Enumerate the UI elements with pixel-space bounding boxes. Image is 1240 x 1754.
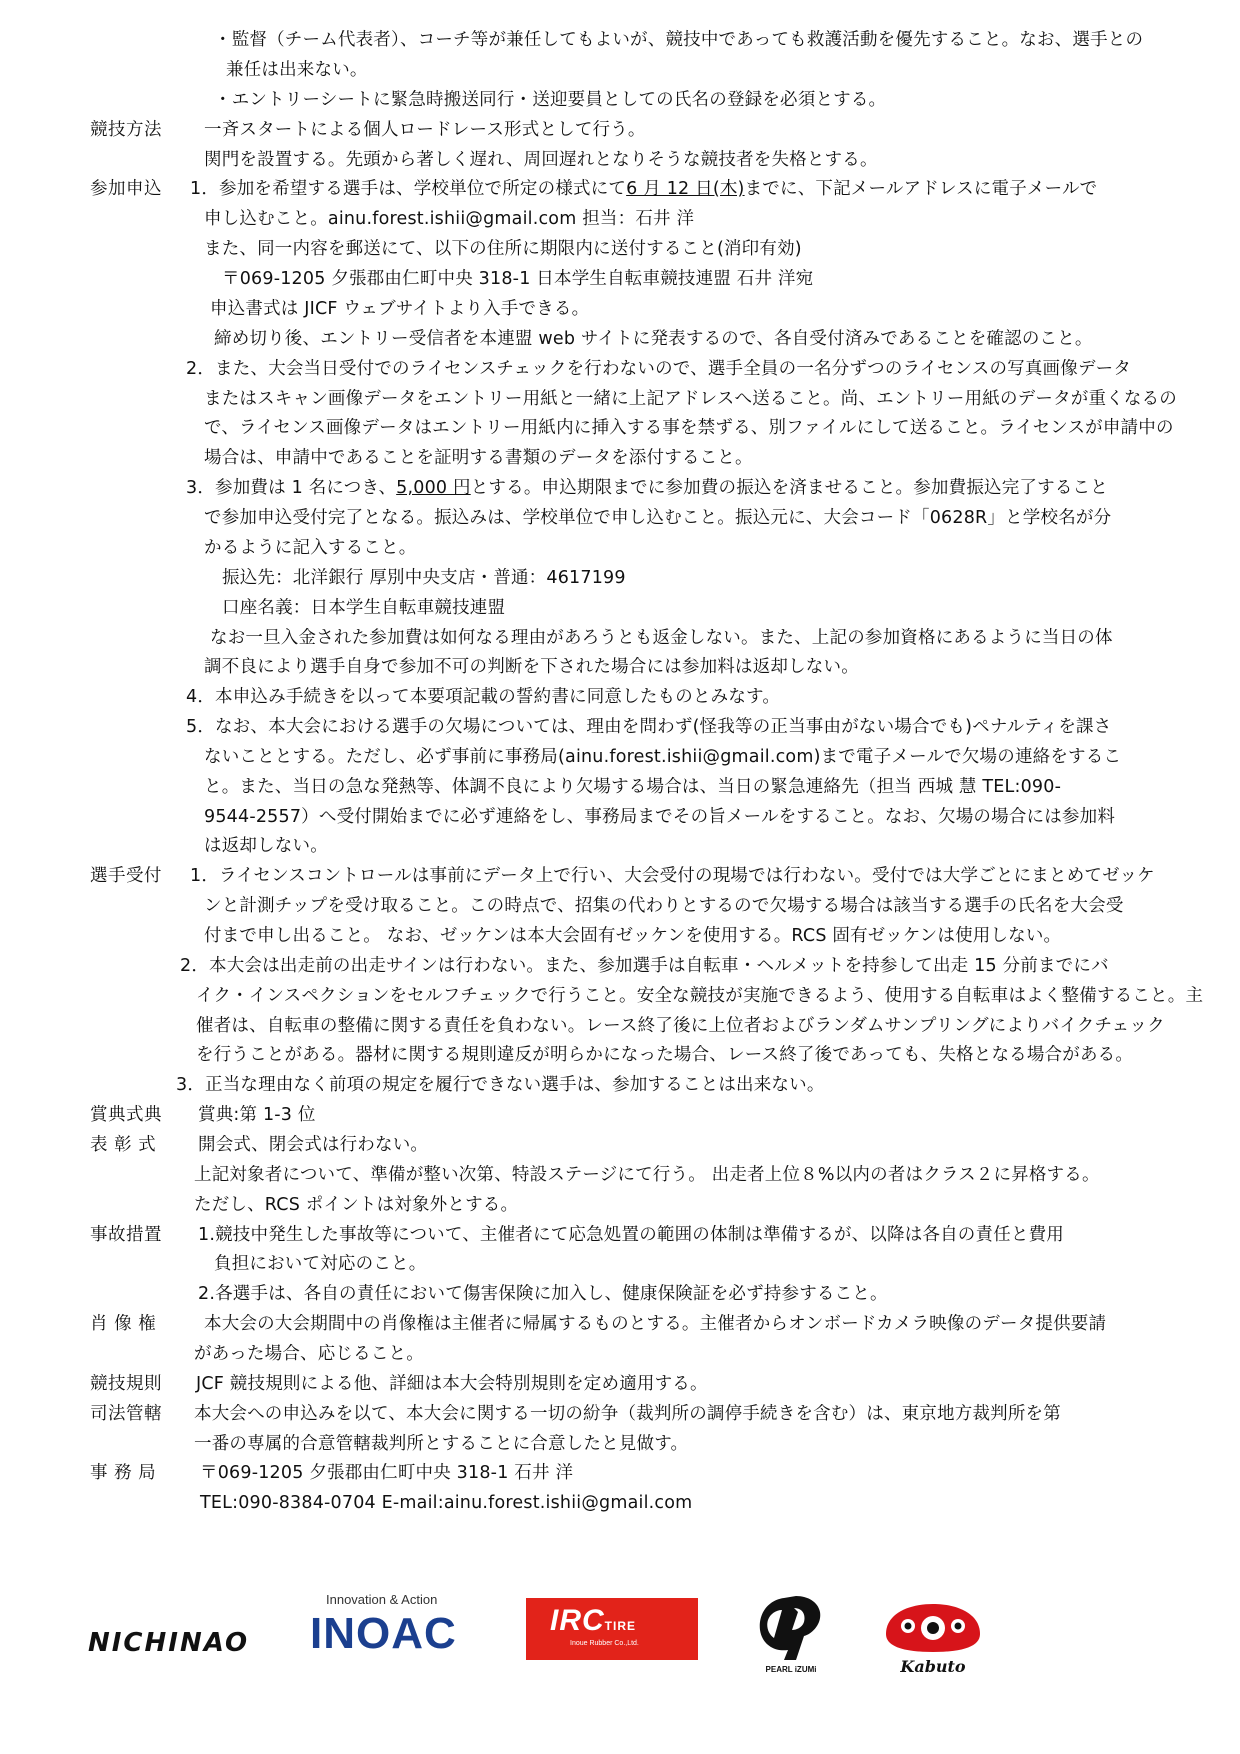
section-label: 事故措置	[90, 1225, 162, 1245]
text-line: 申込書式は JICF ウェブサイトより入手できる。	[210, 299, 590, 319]
text-line: 3．正当な理由なく前項の規定を履行できない選手は、参加することは出来ない。	[176, 1075, 825, 1095]
text-line: 一斉スタートによる個人ロードレース形式として行う。	[204, 120, 646, 140]
section-label: 司法管轄	[90, 1404, 162, 1424]
text-line: 4．本申込み手続きを以って本要項記載の誓約書に同意したものとみなす。	[186, 687, 781, 707]
inoac-tagline: Innovation & Action	[326, 1592, 438, 1607]
text-line: 振込先：北洋銀行 厚別中央支店・普通：4617199	[222, 568, 626, 588]
text-line: 本大会の大会期間中の肖像権は主催者に帰属するものとする。主催者からオンボードカメラ映像のデータ提供要請	[204, 1314, 1107, 1334]
text-line: 5．なお、本大会における選手の欠場については、理由を問わず(怪我等の正当事由がない場合でも)ペナルティを課さ	[186, 717, 1112, 737]
text-line: があった場合、応じること。	[194, 1344, 424, 1364]
section-label: 表 彰 式	[90, 1135, 157, 1155]
inoac-logo	[310, 1610, 482, 1654]
text-line: JCF 競技規則による他、詳細は本大会特別規則を定め適用する。	[196, 1374, 708, 1394]
irc-subtext: Inoue Rubber Co.,Ltd.	[570, 1640, 639, 1647]
section-label: 参加申込	[90, 179, 162, 199]
text-line: 〒069-1205 夕張郡由仁町中央 318-1 石井 洋	[200, 1463, 574, 1483]
text-line: 一番の専属的合意管轄裁判所とすることに合意したと見做す。	[194, 1434, 689, 1454]
text-line: 1．ライセンスコントロールは事前にデータ上で行い、大会受付の現場では行わない。受付では大学ごとにまとめてゼッケ	[190, 866, 1155, 886]
text-line: また、同一内容を郵送にて、以下の住所に期限内に送付すること(消印有効)	[204, 239, 802, 259]
text-line: ないこととする。ただし、必ず事前に事務局(ainu.forest.ishii@gmail.com)まで電子メールで欠場の連絡をするこ	[204, 747, 1122, 767]
text-line: 3．参加費は 1 名につき、5,000 円とする。申込期限までに参加費の振込を済ませること。参加費振込完了すること	[186, 478, 1108, 498]
text-line: 兼任は出来ない。	[226, 60, 368, 80]
inoac-logo-text: INOAC	[310, 1610, 457, 1654]
text-line: 2．また、大会当日受付でのライセンスチェックを行わないので、選手全員の一名分ずつのライセンスの写真画像データ	[186, 359, 1132, 379]
section-label: 選手受付	[90, 866, 162, 886]
irc-tire-logo	[526, 1598, 698, 1660]
nichinao-logo: NICHINAO	[88, 1628, 250, 1658]
text-line: 申し込むこと。ainu.forest.ishii@gmail.com 担当：石井 洋	[204, 209, 695, 229]
text-line: 9544-2557）へ受付開始までに必ず連絡をし、事務局までその旨メールをすること。なお、欠場の場合には参加料	[204, 807, 1116, 827]
text-line: ただし、RCS ポイントは対象外とする。	[194, 1195, 519, 1215]
text-line: かるように記入すること。	[204, 538, 417, 558]
text-line: なお一旦入金された参加費は如何なる理由があろうとも返金しない。また、上記の参加資格にあるように当日の体	[210, 628, 1113, 648]
pearl-izumi-text: PEARL iZUMi	[765, 1665, 817, 1674]
text-line: 1．参加を希望する選手は、学校単位で所定の様式にて6 月 12 日(木)までに、下記メールアドレスに電子メールで	[190, 179, 1098, 199]
text-line: 開会式、閉会式は行わない。	[198, 1135, 429, 1155]
text-line: ・監督（チーム代表者）、コーチ等が兼任してもよいが、競技中であっても救護活動を優先すること。なお、選手との	[214, 30, 1144, 50]
text-line: 賞典:第 1-3 位	[198, 1105, 316, 1125]
underlined-text: 6 月 12 日(木)	[626, 179, 745, 199]
text-line: 2．本大会は出走前の出走サインは行わない。また、参加選手は自転車・ヘルメットを持参して出走 15 分前までにバ	[180, 956, 1109, 976]
pearl-izumi-logo	[754, 1594, 828, 1676]
text-line: 本大会への申込みを以て、本大会に関する一切の紛争（裁判所の調停手続きを含む）は、東京地方裁判所を第	[194, 1404, 1061, 1424]
text-line: 催者は、自転車の整備に関する責任を負わない。レース終了後に上位者およびランダムサンプリングによりバイクチェック	[196, 1016, 1165, 1036]
text-line: で、ライセンス画像データはエントリー用紙内に挿入する事を禁ずる、別ファイルにして送ること。ライセンスが申請中の	[204, 418, 1174, 438]
text-line: 付まで申し出ること。 なお、ゼッケンは本大会固有ゼッケンを使用する。RCS 固有ゼッケンは使用しない。	[204, 926, 1062, 946]
text-line: 関門を設置する。先頭から著しく遅れ、周回遅れとなりそうな競技者を失格とする。	[204, 150, 878, 170]
text-line: イク・インスペクションをセルフチェックで行うこと。安全な競技が実施できるよう、使用する自転車はよく整備すること。主	[196, 986, 1204, 1006]
text-line: ・エントリーシートに緊急時搬送同行・送迎要員としての氏名の登録を必須とする。	[214, 90, 887, 110]
text-line: を行うことがある。器材に関する規則違反が明らかになった場合、レース終了後であっても、失格となる場合がある。	[196, 1045, 1134, 1065]
text-line: ンと計測チップを受け取ること。この時点で、招集の代わりとするので欠場する場合は該当する選手の氏名を大会受	[204, 896, 1124, 916]
text-line: 場合は、申請中であることを証明する書類のデータを添付すること。	[204, 448, 753, 468]
text-line: 〒069-1205 夕張郡由仁町中央 318-1 日本学生自転車競技連盟 石井 洋宛	[222, 269, 814, 289]
section-label: 賞典式典	[90, 1105, 162, 1125]
text-line: 上記対象者について、準備が整い次第、特設ステージにて行う。 出走者上位８%以内の者はクラス２に昇格する。	[194, 1165, 1100, 1185]
text-line: は返却しない。	[204, 836, 328, 856]
text-line: またはスキャン画像データをエントリー用紙と一緒に上記アドレスへ送ること。尚、エントリー用紙のデータが重くなるの	[204, 389, 1177, 409]
text-line: 負担において対応のこと。	[214, 1254, 427, 1274]
underlined-text: 5,000 円	[396, 478, 471, 498]
section-label: 肖 像 権	[90, 1314, 157, 1334]
kabuto-logo	[880, 1600, 986, 1676]
sponsor-logos	[0, 1580, 1240, 1700]
section-label: 事 務 局	[90, 1463, 157, 1483]
text-line: と。また、当日の急な発熱等、体調不良により欠場する場合は、当日の緊急連絡先（担当 西城 慧 TEL:090-	[204, 777, 1062, 797]
section-label: 競技方法	[90, 120, 162, 140]
text-line: 口座名義：日本学生自転車競技連盟	[222, 598, 506, 618]
kabuto-text: Kabuto	[900, 1657, 966, 1676]
text-line: 1.競技中発生した事故等について、主催者にて応急処置の範囲の体制は準備するが、以降は各自の責任と費用	[198, 1225, 1064, 1245]
irc-logo-text: IRCTIRE	[550, 1604, 637, 1637]
text-line: TEL:090-8384-0704 E-mail:ainu.forest.ishii@gmail.com	[200, 1493, 693, 1513]
text-line: 調不良により選手自身で参加不可の判断を下された場合には参加料は返却しない。	[204, 657, 859, 677]
text-line: 締め切り後、エントリー受信者を本連盟 web サイトに発表するので、各自受付済みであることを確認のこと。	[214, 329, 1093, 349]
section-label: 競技規則	[90, 1374, 162, 1394]
text-line: で参加申込受付完了となる。振込みは、学校単位で申し込むこと。振込元に、大会コード「0628R」と学校名が分	[204, 508, 1112, 528]
text-line: 2.各選手は、各自の責任において傷害保険に加入し、健康保険証を必ず持参すること。	[198, 1284, 888, 1304]
